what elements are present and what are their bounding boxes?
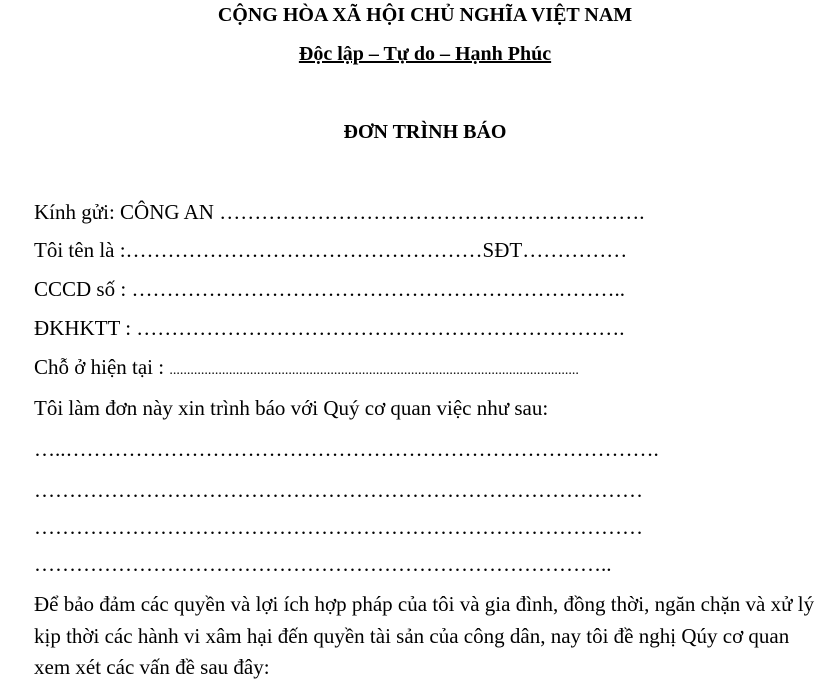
- closing-paragraph: Để bảo đảm các quyền và lợi ích hợp pháp của tôi và gia đình, đồng thời, ngăn chặn và xử lý kịp thời các hành vi xâm hại đến quyền tài sản của công dân, nay tôi đề nghị Qúy cơ quan xem xét các vấn đề sau đây:: [34, 592, 815, 679]
- field-ten-sdt: Tôi tên là :……………………………………………SĐT……………: [34, 238, 628, 262]
- blank-line: ……………………………………………………………………………: [34, 478, 643, 502]
- statement-intro: Tôi làm đơn này xin trình báo với Quý cơ quan việc như sau:: [34, 396, 549, 420]
- blank-line: ……………………………………………………………………………: [34, 515, 643, 539]
- field-dkhktt: ĐKHKTT : …………………………………………………………….: [34, 316, 625, 340]
- field-cho-o: [34, 353, 579, 385]
- national-motto: Độc lập – Tự do – Hạnh Phúc: [298, 43, 552, 65]
- field-cho-o-label: Chỗ ở hiện tại :: [34, 355, 170, 379]
- document-title: ĐƠN TRÌNH BÁO: [343, 121, 507, 143]
- national-title: CỘNG HÒA XÃ HỘI CHỦ NGHĨA VIỆT NAM: [217, 4, 633, 26]
- blank-line: …..………………………………………………………………………….: [34, 437, 659, 461]
- field-kinh-gui: Kính gửi: CÔNG AN …………………………………………………….: [34, 200, 645, 224]
- field-cho-o-dots: .....................................................................................................................: [169, 363, 579, 378]
- blank-line: ………………………………………………………………………..: [34, 552, 612, 576]
- field-cccd: CCCD số : ……………………………………………………………..: [34, 277, 625, 301]
